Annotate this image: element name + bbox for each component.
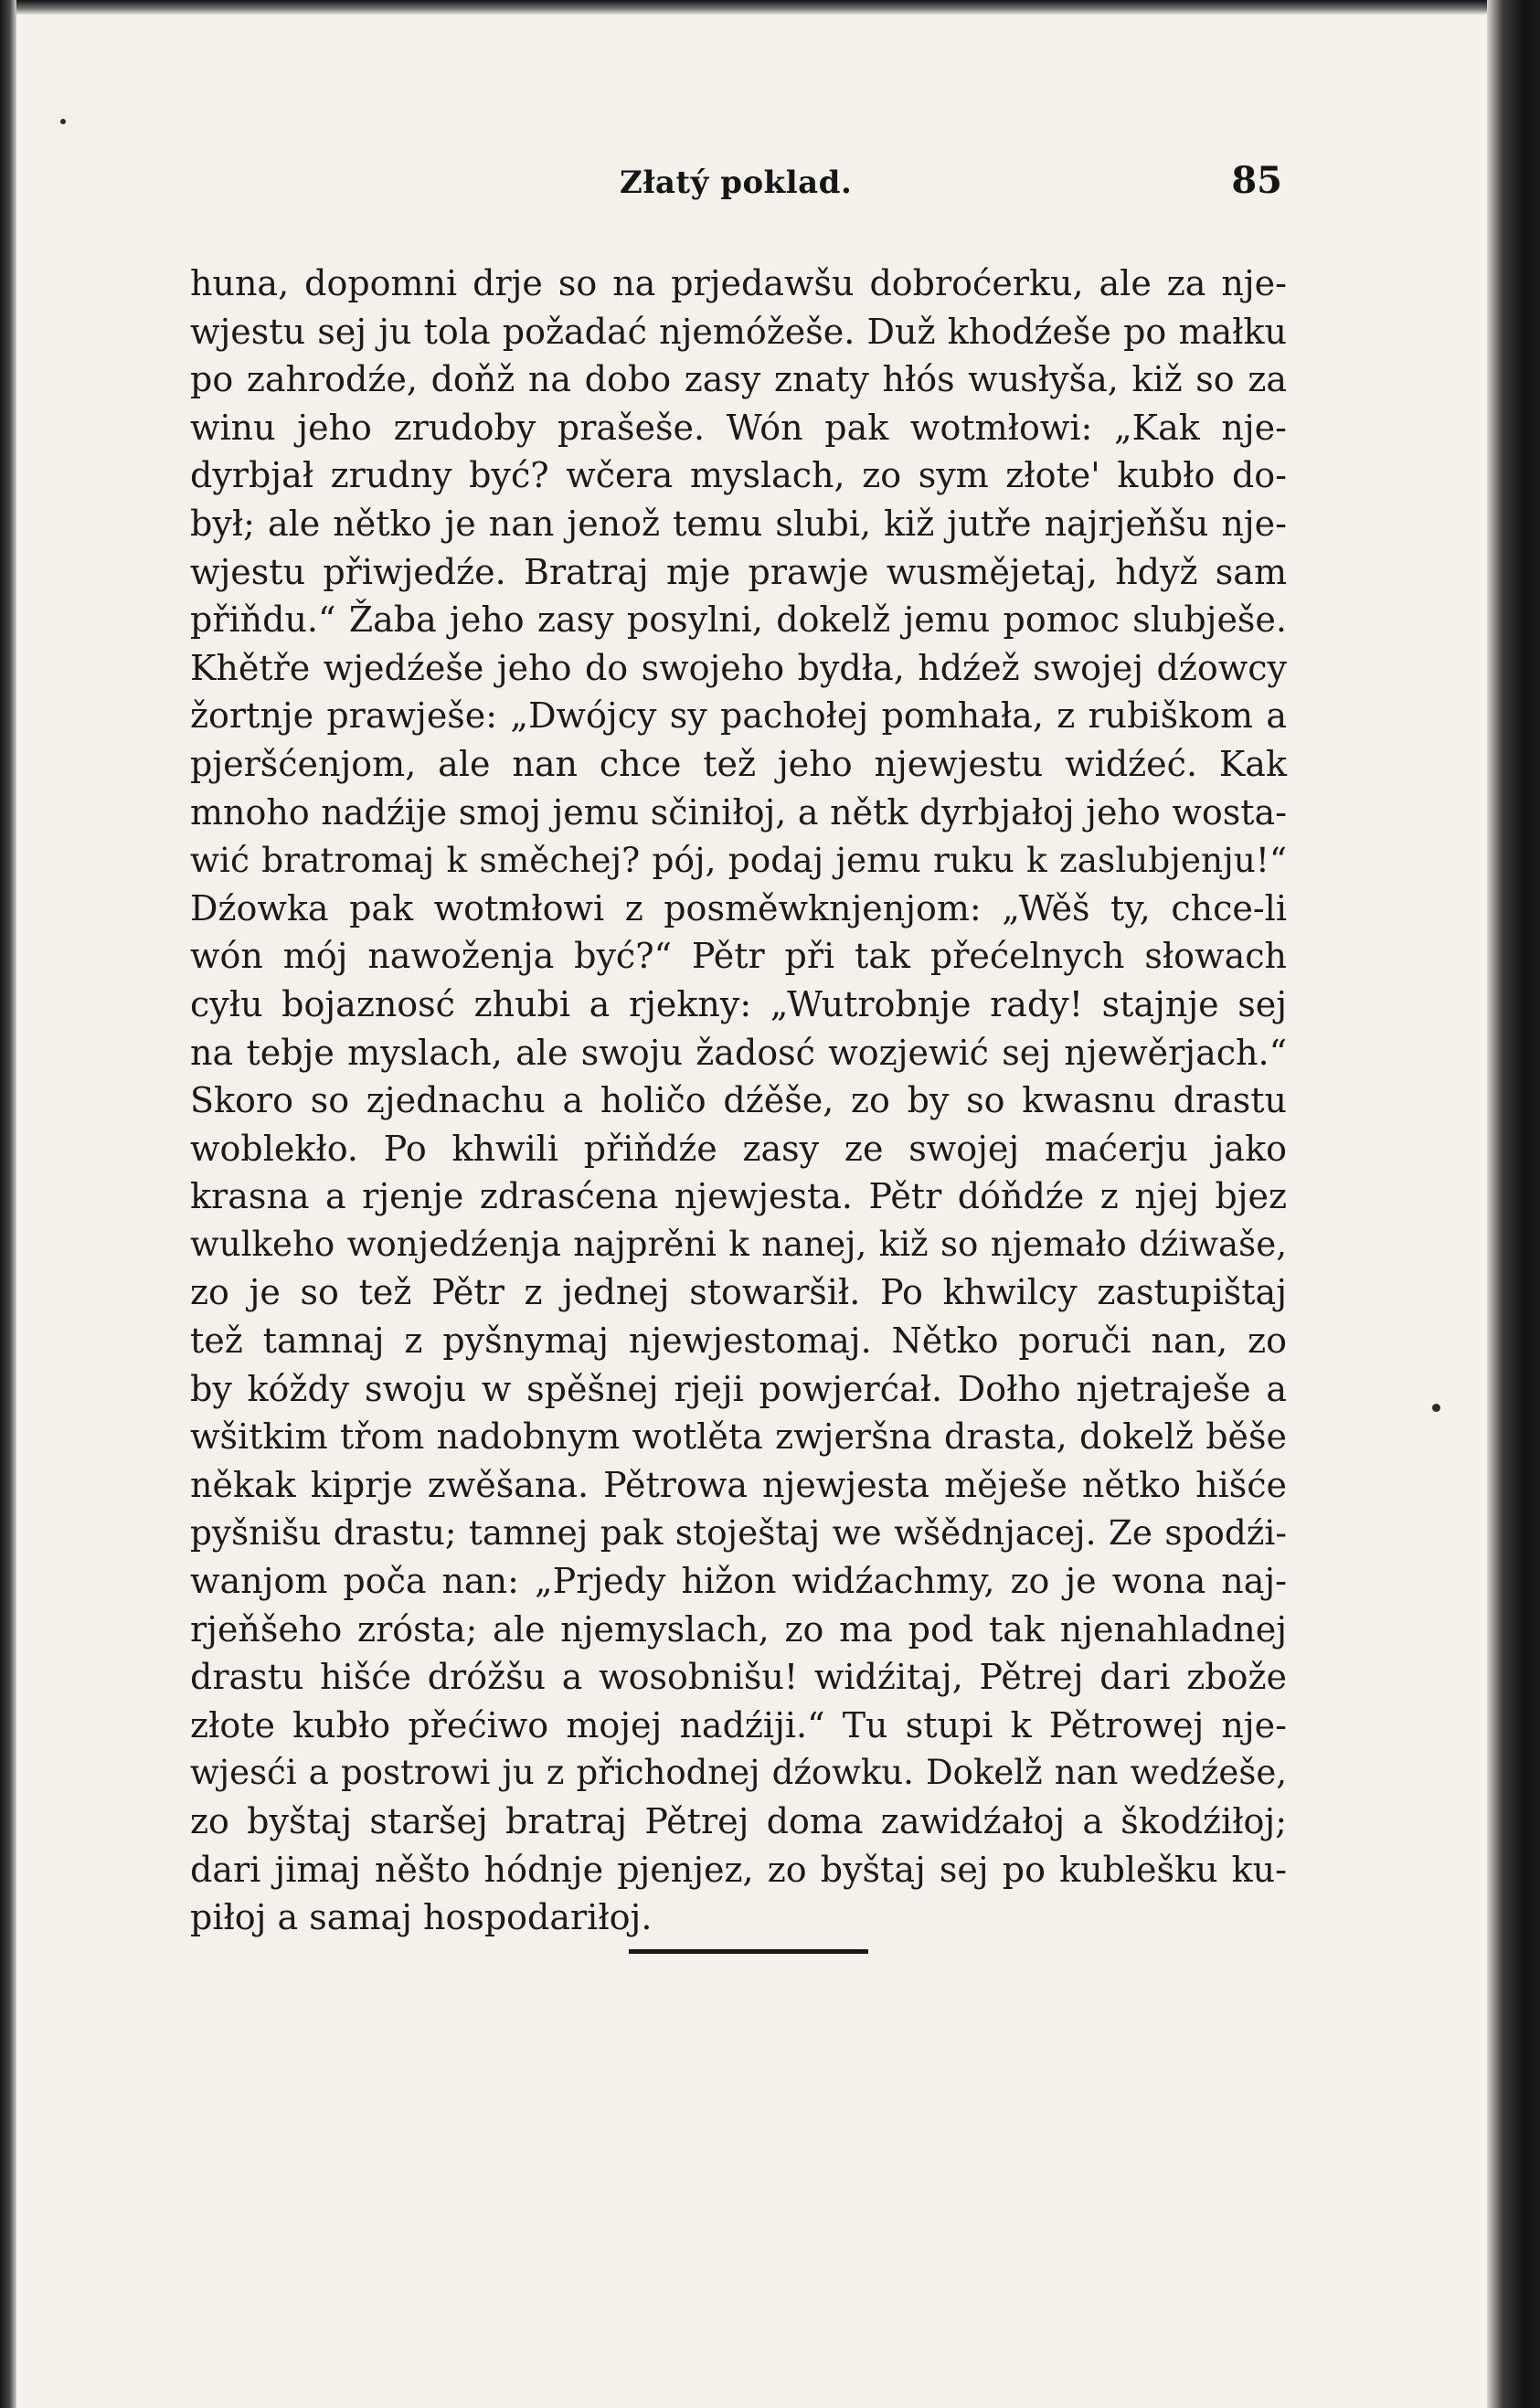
text-line: pjeršćenjom, ale nan chce tež jeho njewjestu widźeć. Kak [190,743,1287,784]
text-line: woblekło. Po khwili přiňdźe zasy ze swojej maćerju jako [190,1128,1287,1169]
text-line: pyšnišu drastu; tamnej pak stoještaj we wšědnjacej. Ze spodźi- [190,1512,1287,1554]
page-number: 85 [1231,159,1282,202]
running-title: Złatý poklad. [620,164,853,201]
text-line: wjesći a postrowi ju z přichodnej dźowku. Dokelž nan wedźeše, [190,1753,1287,1793]
text-line: huna, dopomni drje so na prjedawšu dobroćerku, ale za nje- [190,263,1287,303]
text-line: po zahrodźe, doňž na dobo zasy znaty hłós wusłyša, kiž so za [190,359,1287,400]
text-line: rjeňšeho zrósta; ale njemyslach, zo ma pod tak njenahladnej [190,1608,1287,1650]
text-line: přiňdu.“ Žaba jeho zasy posylni, dokelž jemu pomoc slubješe. [190,599,1287,641]
text-line: był; ale nětko je nan jenož temu slubi, kiž jutře najrjeňšu nje- [190,503,1287,544]
text-line: žortnje prawješe: „Dwójcy sy pachołej pomhała, z rubiškom a [190,695,1287,737]
text-line: tež tamnaj z pyšnymaj njewjestomaj. Nětko poruči nan, zo [190,1321,1287,1362]
text-line: wón mój nawoženja być?“ Pětr při tak přećelnych słowach [190,936,1287,977]
scan-speck [1432,1404,1440,1412]
scan-right-edge [1487,0,1540,2408]
body-text [190,260,1287,1942]
text-line: winu jeho zrudoby prašeše. Wón pak wotmłowi: „Kak nje- [190,407,1287,448]
text-line: drastu hišće dróžšu a wosobnišu! widźitaj, Pětrej dari zbože [190,1657,1287,1698]
text-line: Khětře wjedźeše jeho do swojeho bydła, hdźež swojej dźowcy [190,647,1287,688]
text-line: wjestu sej ju tola požadać njemóžeše. Duž khodźeše po małku [190,311,1287,352]
text-line: złote kubło přećiwo mojej nadźiji.“ Tu stupi k Pětrowej nje- [190,1704,1287,1745]
page-header [190,159,1282,210]
text-line: zo byštaj staršej bratraj Pětrej doma zawidźałoj a škodźiłoj; [190,1801,1287,1841]
text-line: zo je so tež Pětr z jednej stowaršił. Po khwilcy zastupištaj [190,1272,1287,1313]
scan-top-edge [0,0,1540,15]
scan-speck [60,119,66,124]
text-line: někak kiprje zwěšana. Pětrowa njewjesta měješe nětko hišće [190,1464,1287,1505]
end-rule [629,1949,868,1954]
scan-left-edge [0,0,16,2408]
text-line: Skoro so zjednachu a holičo dźěše, zo by so kwasnu drastu [190,1080,1287,1121]
text-line: wjestu přiwjedźe. Bratraj mje prawje wusmějetaj, hdyž sam [190,551,1287,592]
text-line: wšitkim třom nadobnym wotlěta zwjeršna drasta, dokelž běše [190,1416,1287,1458]
text-line: mnoho nadźije smoj jemu sčiniłoj, a nětk dyrbjałoj jeho wosta- [190,791,1287,833]
text-line: cyłu bojaznosć zhubi a rjekny: „Wutrobnje rady! stajnje sej [190,983,1287,1024]
text-line: by kóždy swoju w spěšnej rjeji powjerćał. Dołho njetraješe a [190,1368,1287,1409]
text-line: krasna a rjenje zdrasćena njewjesta. Pětr dóňdźe z njej bjez [190,1176,1287,1217]
text-line: wić bratromaj k směchej? pój, podaj jemu ruku k zaslubjenju!“ [190,840,1287,881]
text-line: dyrbjał zrudny być? wčera myslach, zo sym złote' kubło do- [190,455,1287,496]
text-line: na tebje myslach, ale swoju žadosć wozjewić sej njewěrjach.“ [190,1032,1287,1073]
text-line: wulkeho wonjedźenja najprěni k nanej, kiž so njemało dźiwaše, [190,1224,1287,1264]
text-line: dari jimaj něšto hódnje pjenjez, zo byštaj sej po kublešku ku- [190,1849,1287,1890]
text-line: Dźowka pak wotmłowi z posměwknjenjom: „Wěš ty, chce-li [190,887,1287,928]
text-line: piłoj a samaj hospodariłoj. [190,1897,653,1938]
text-line: wanjom poča nan: „Prjedy hižon widźachmy, zo je wona naj- [190,1561,1287,1602]
